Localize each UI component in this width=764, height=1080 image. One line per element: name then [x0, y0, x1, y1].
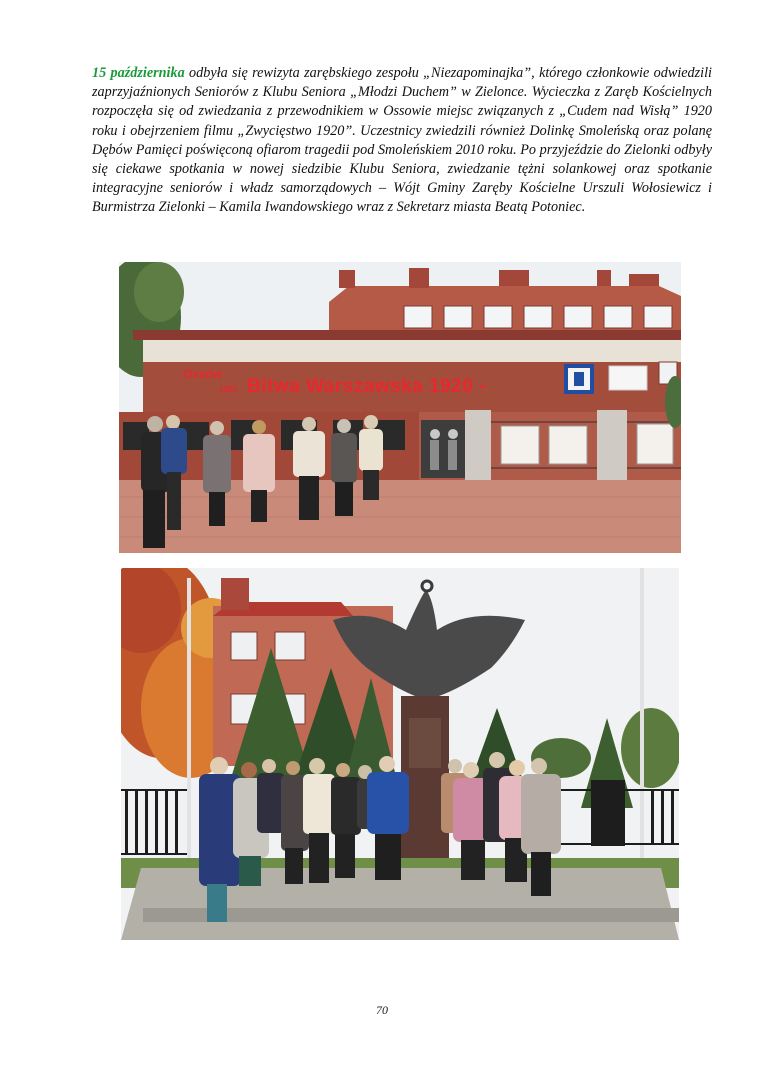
paragraph-body: odbyła się rewizyta zarębskiego zespołu „Niezapominajka”, którego członkowie odwiedzili zaprzyjaźnionych Seniorów z Klubu Seniora „Młodzi Duchem” w Zielonce. Wycieczka z Zaręb Kościelnych rozpoczęła się od zwiedzania z przewodnikiem w Ossowie miejsc związanych z „Cudem nad Wisłą” 1920 roku i obejrzeniem filmu „Zwycięstwo 1920”. Uczestnicy zwiedzili również Dolinkę Smoleńską oraz polanę Dębów Pamięci poświęconą ofiarom tragedii pod Smoleńskiem 2010 roku. Po przyjeździe do Zielonki odbyły się ciekawe spotkania w nowej siedzibie Klubu Seniora, zwiedzanie tężni solankowej oraz spotkanie integracyjne seniorów i władz samorządowych – Wójt Gminy Zaręby Kościelne Urszuli Wołosiewicz i Burmistrza Zielonki – Kamila Iwandowskiego wraz z Sekretarz miasta Beatą Potoniec. — [92, 65, 712, 216]
main-paragraph — [92, 64, 712, 218]
sign-logo-sub: 1920 — [219, 385, 237, 394]
sign-title: Bitwa Warszawska 1920 - — [247, 376, 486, 397]
page-number: 70 — [376, 1003, 388, 1017]
museum-facade-photo — [119, 262, 681, 553]
date-highlight: 15 października — [92, 65, 185, 81]
sign-logo: Ossów — [183, 367, 223, 381]
monument-group-photo — [121, 568, 679, 940]
